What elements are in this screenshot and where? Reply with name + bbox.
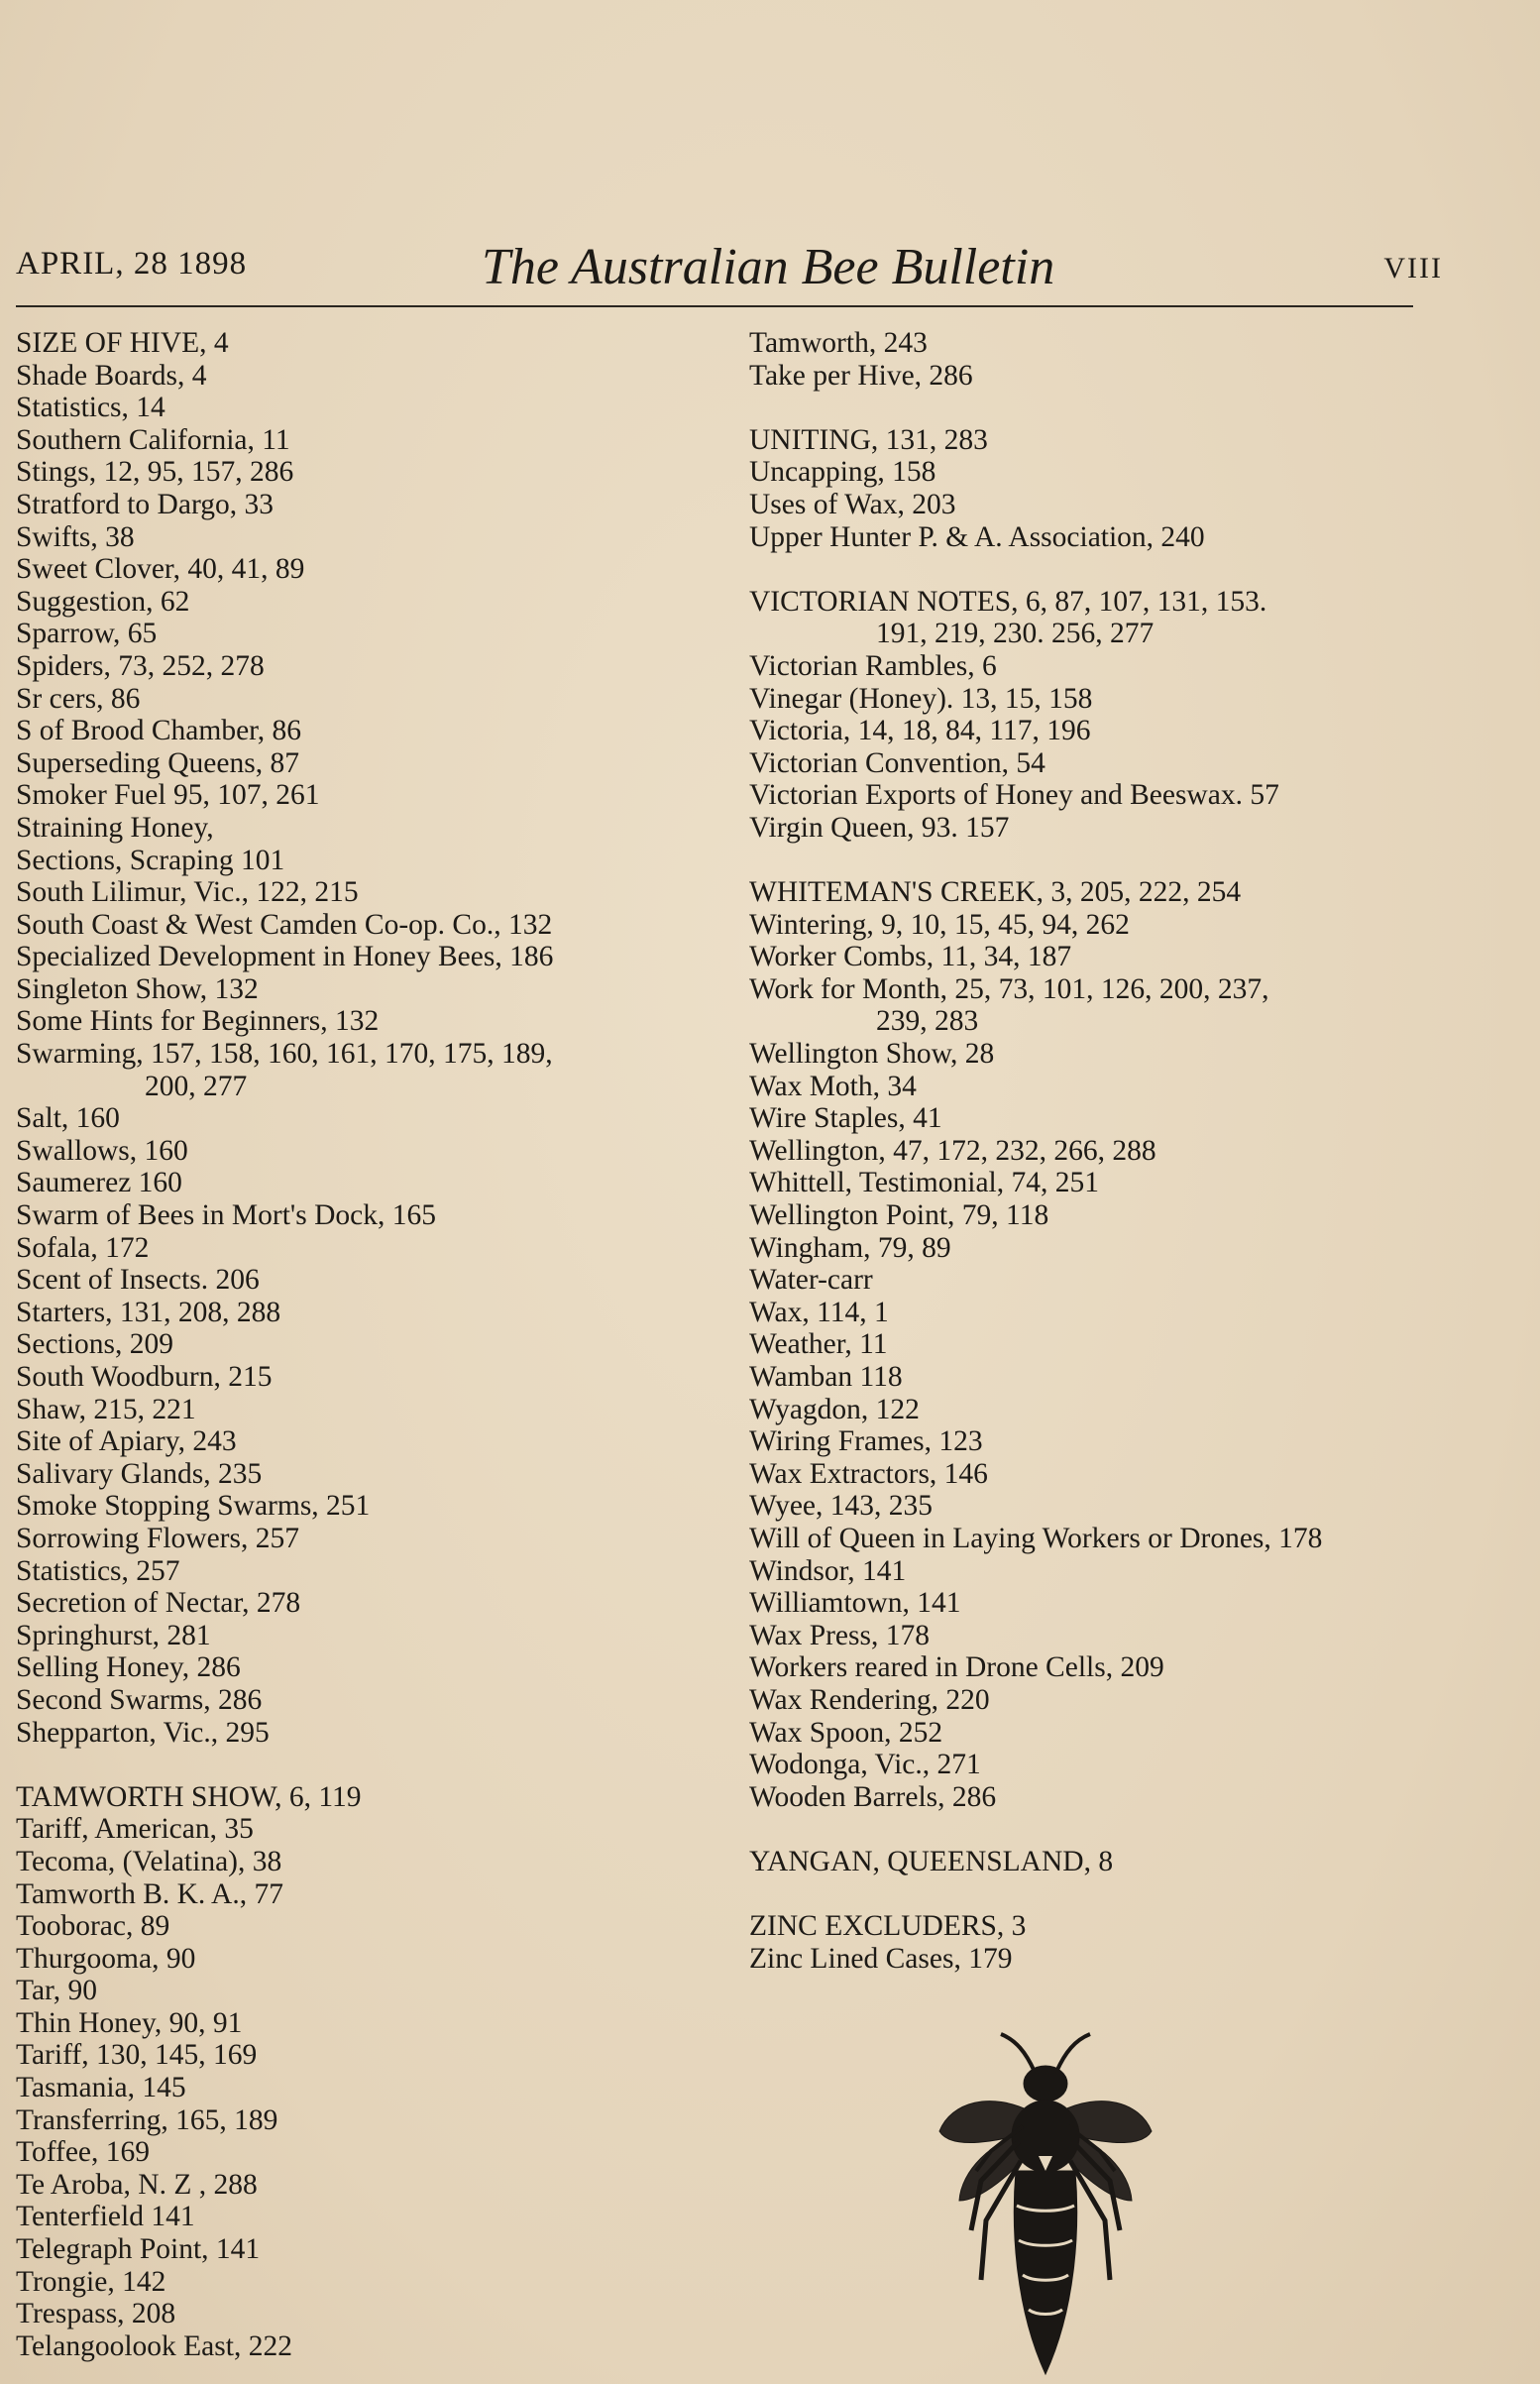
index-entry: Work for Month, 25, 73, 101, 126, 200, 237,	[749, 972, 1269, 1005]
index-entry: Swifts, 38	[16, 520, 135, 553]
index-entry: Wellington Point, 79, 118	[749, 1199, 1049, 1232]
index-entry: Smoker Fuel 95, 107, 261	[16, 779, 320, 812]
index-entry: Windsor, 141	[749, 1554, 907, 1587]
index-entry: Workers reared in Drone Cells, 209	[749, 1651, 1164, 1684]
index-entry: Specialized Development in Honey Bees, 186	[16, 941, 554, 973]
index-entry: Shaw, 215, 221	[16, 1393, 196, 1425]
index-entry: Wamban 118	[749, 1361, 903, 1393]
index-entry: Site of Apiary, 243	[16, 1425, 237, 1458]
index-entry: Williamtown, 141	[749, 1587, 961, 1620]
index-entry: South Coast & West Camden Co-op. Co., 132	[16, 908, 553, 941]
index-entry: Tooborac, 89	[16, 1910, 170, 1943]
page-header	[16, 238, 1443, 307]
index-entry-continuation: 200, 277	[145, 1070, 248, 1102]
index-entry: Wax Press, 178	[749, 1619, 930, 1651]
index-entry: Virgin Queen, 93. 157	[749, 811, 1010, 844]
index-entry: Tamworth, 243	[749, 327, 928, 359]
index-entry: Sections, Scraping 101	[16, 844, 285, 876]
index-entry: Uses of Wax, 203	[749, 488, 956, 520]
index-entry: Statistics, 14	[16, 392, 165, 424]
index-entry: Southern California, 11	[16, 423, 290, 456]
index-entry: Wingham, 79, 89	[749, 1231, 951, 1264]
index-entry: Upper Hunter P. & A. Association, 240	[749, 520, 1205, 553]
index-entry: Tasmania, 145	[16, 2072, 186, 2104]
index-entry: Wodonga, Vic., 271	[749, 1749, 981, 1781]
index-entry: Sparrow, 65	[16, 618, 158, 650]
index-entry: Starters, 131, 208, 288	[16, 1296, 281, 1328]
index-entry: Tar, 90	[16, 1975, 97, 2007]
index-entry: Straining Honey,	[16, 811, 214, 844]
index-entry: Wyagdon, 122	[749, 1393, 920, 1425]
index-entry: Victorian Exports of Honey and Beeswax. 57	[749, 779, 1279, 812]
index-entry: Wax, 114, 1	[749, 1296, 889, 1328]
index-entry: Worker Combs, 11, 34, 187	[749, 941, 1072, 973]
index-column-left	[16, 327, 729, 2362]
index-entry: Telangoolook East, 222	[16, 2329, 292, 2362]
index-column-right	[749, 327, 1443, 1975]
header-rule	[16, 305, 1413, 307]
index-entry: Saumerez 160	[16, 1167, 182, 1199]
index-entry: South Woodburn, 215	[16, 1361, 273, 1393]
index-entry: Salt, 160	[16, 1102, 120, 1135]
index-entry: Wiring Frames, 123	[749, 1425, 983, 1458]
index-entry: UNITING, 131, 283	[749, 423, 988, 456]
bee-icon	[932, 2032, 1159, 2384]
index-entry: Zinc Lined Cases, 179	[749, 1942, 1013, 1975]
index-entry: Salivary Glands, 235	[16, 1457, 263, 1490]
index-entry: Sweet Clover, 40, 41, 89	[16, 553, 305, 586]
index-entry: Sorrowing Flowers, 257	[16, 1522, 299, 1554]
index-entry: Thin Honey, 90, 91	[16, 2006, 243, 2039]
index-entry: Sr cers, 86	[16, 682, 141, 715]
index-entry: Wax Rendering, 220	[749, 1683, 990, 1716]
index-entry: Shade Boards, 4	[16, 359, 207, 392]
index-entry: Sofala, 172	[16, 1231, 150, 1264]
index-entry: Spiders, 73, 252, 278	[16, 649, 265, 682]
index-entry-continuation: 191, 219, 230. 256, 277	[876, 618, 1155, 650]
index-entry: Stratford to Dargo, 33	[16, 488, 274, 520]
index-entry: ZINC EXCLUDERS, 3	[749, 1910, 1027, 1943]
index-entry: Wellington Show, 28	[749, 1038, 995, 1071]
index-entry: Suggestion, 62	[16, 585, 190, 618]
index-entry: SIZE OF HIVE, 4	[16, 327, 229, 359]
index-entry: TAMWORTH SHOW, 6, 119	[16, 1780, 362, 1813]
index-entry: Tariff, American, 35	[16, 1813, 254, 1846]
index-entry: Wellington, 47, 172, 232, 266, 288	[749, 1134, 1156, 1167]
index-entry: Springhurst, 281	[16, 1619, 211, 1651]
index-entry: Stings, 12, 95, 157, 286	[16, 456, 294, 489]
index-entry: Weather, 11	[749, 1328, 888, 1361]
index-entry: Swarming, 157, 158, 160, 161, 170, 175, 189,	[16, 1038, 553, 1071]
index-entry: Singleton Show, 132	[16, 972, 259, 1005]
index-entry: Shepparton, Vic., 295	[16, 1716, 270, 1749]
index-entry: Tamworth B. K. A., 77	[16, 1877, 283, 1910]
index-entry: Transferring, 165, 189	[16, 2103, 278, 2136]
index-entry: Smoke Stopping Swarms, 251	[16, 1490, 371, 1523]
index-entry: Sections, 209	[16, 1328, 173, 1361]
index-entry: Thurgooma, 90	[16, 1942, 196, 1975]
index-entry: Trongie, 142	[16, 2265, 166, 2298]
index-entry: Water-carr	[749, 1264, 873, 1297]
index-entry: Te Aroba, N. Z , 288	[16, 2168, 258, 2201]
index-entry: Whittell, Testimonial, 74, 251	[749, 1167, 1099, 1199]
publication-title: The Australian Bee Bulletin	[482, 239, 1055, 295]
index-entry: VICTORIAN NOTES, 6, 87, 107, 131, 153.	[749, 585, 1267, 618]
index-entry: Secretion of Nectar, 278	[16, 1587, 301, 1620]
index-entry: Victorian Convention, 54	[749, 746, 1045, 779]
index-entry: Wax Spoon, 252	[749, 1716, 943, 1749]
index-entry: Tariff, 130, 145, 169	[16, 2039, 258, 2072]
page-number: VIII	[1383, 252, 1443, 284]
index-entry: Wax Moth, 34	[749, 1070, 917, 1102]
index-entry: Swarm of Bees in Mort's Dock, 165	[16, 1199, 437, 1232]
index-entry: Scent of Insects. 206	[16, 1264, 260, 1297]
index-entry-continuation: 239, 283	[876, 1005, 979, 1038]
index-entry: Victorian Rambles, 6	[749, 649, 997, 682]
index-entry: Second Swarms, 286	[16, 1683, 263, 1716]
index-entry: Uncapping, 158	[749, 456, 936, 489]
index-entry: Tecoma, (Velatina), 38	[16, 1845, 282, 1877]
index-entry: Vinegar (Honey). 13, 15, 158	[749, 682, 1093, 715]
index-entry: Wyee, 143, 235	[749, 1490, 934, 1523]
index-entry: WHITEMAN'S CREEK, 3, 205, 222, 254	[749, 876, 1242, 909]
index-entry: Wintering, 9, 10, 15, 45, 94, 262	[749, 908, 1130, 941]
index-entry: Wire Staples, 41	[749, 1102, 942, 1135]
index-entry: Selling Honey, 286	[16, 1651, 241, 1684]
index-entry: Tenterfield 141	[16, 2201, 195, 2233]
index-entry: Take per Hive, 286	[749, 359, 973, 392]
index-entry: Telegraph Point, 141	[16, 2233, 261, 2266]
index-entry: S of Brood Chamber, 86	[16, 715, 302, 747]
index-entry: Swallows, 160	[16, 1134, 188, 1167]
index-entry: Statistics, 257	[16, 1554, 180, 1587]
header-date: APRIL, 28 1898	[16, 246, 248, 282]
index-entry: YANGAN, QUEENSLAND, 8	[749, 1845, 1114, 1877]
index-entry: Wooden Barrels, 286	[749, 1780, 997, 1813]
index-entry: Trespass, 208	[16, 2298, 176, 2330]
index-entry: Superseding Queens, 87	[16, 746, 299, 779]
index-entry: Some Hints for Beginners, 132	[16, 1005, 380, 1038]
index-entry: Wax Extractors, 146	[749, 1457, 988, 1490]
index-entry: South Lilimur, Vic., 122, 215	[16, 876, 359, 909]
index-entry: Will of Queen in Laying Workers or Drones, 178	[749, 1522, 1323, 1554]
index-entry: Toffee, 169	[16, 2136, 151, 2169]
index-entry: Victoria, 14, 18, 84, 117, 196	[749, 715, 1091, 747]
